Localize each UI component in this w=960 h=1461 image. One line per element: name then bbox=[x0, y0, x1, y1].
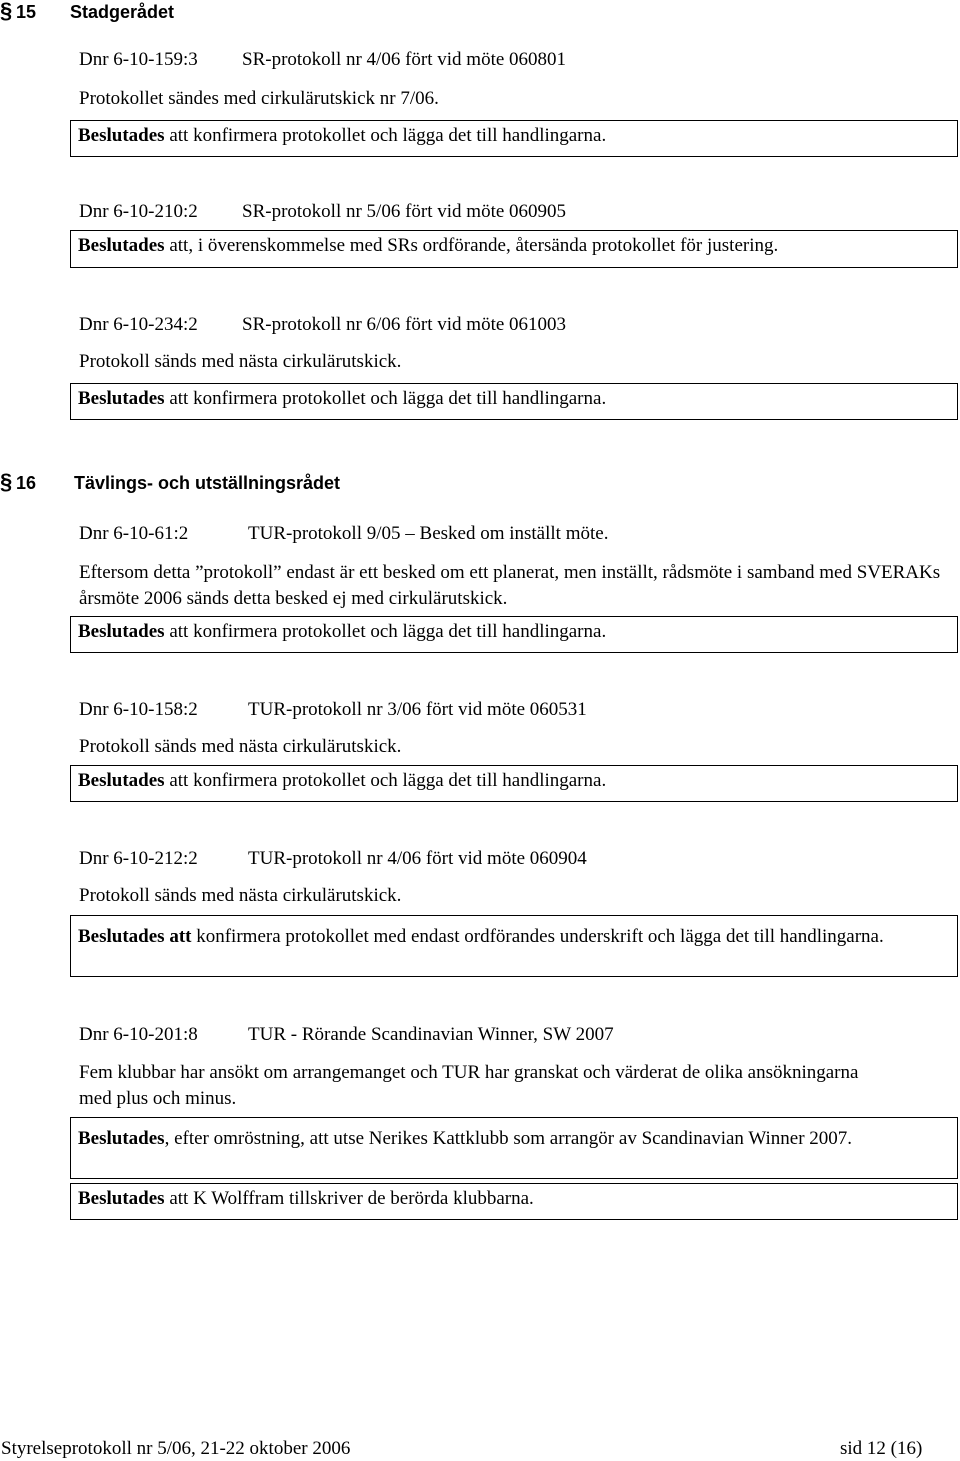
item-subject: TUR-protokoll nr 3/06 fört vid möte 060531 bbox=[248, 699, 587, 720]
decision-text: att konfirmera protokollet och lägga det till handlingarna. bbox=[164, 388, 607, 409]
section-title: Stadgerådet bbox=[70, 2, 175, 22]
decision-box bbox=[70, 616, 958, 653]
decision-lead: Beslutades bbox=[78, 770, 165, 791]
decision-lead: Beslutades bbox=[78, 1188, 165, 1209]
decision-lead: Beslutades bbox=[78, 1128, 165, 1149]
decision-box bbox=[70, 120, 958, 157]
section-number: 15 bbox=[16, 2, 37, 22]
item-note: Protokoll sänds med nästa cirkulärutskick. bbox=[79, 885, 402, 906]
decision-text: att konfirmera protokollet och lägga det till handlingarna. bbox=[164, 770, 607, 791]
section-number: 16 bbox=[16, 473, 37, 493]
item-subject: TUR-protokoll nr 4/06 fört vid möte 060904 bbox=[248, 848, 587, 869]
decision-text: att, i överenskommelse med SRs ordförande, återsända protokollet för justering. bbox=[164, 235, 779, 256]
item-subject: TUR - Rörande Scandinavian Winner, SW 2007 bbox=[248, 1024, 614, 1045]
decision-box bbox=[70, 230, 958, 268]
item-dnr: Dnr 6-10-201:8 bbox=[79, 1024, 198, 1045]
item-dnr: Dnr 6-10-210:2 bbox=[79, 201, 198, 222]
decision-lead: Beslutades bbox=[78, 621, 165, 642]
decision-text: att konfirmera protokollet och lägga det till handlingarna. bbox=[164, 125, 607, 146]
item-note: Fem klubbar har ansökt om arrangemanget och TUR har granskat och värderat de olika ansökningarna med plus och minus. bbox=[79, 1062, 859, 1109]
item-note: Protokoll sänds med nästa cirkulärutskick. bbox=[79, 351, 402, 372]
page-number: sid 12 (16) bbox=[840, 1438, 923, 1459]
section-title: Tävlings- och utställningsrådet bbox=[74, 473, 341, 493]
item-subject: SR-protokoll nr 4/06 fört vid möte 060801 bbox=[242, 49, 567, 70]
decision-box bbox=[70, 915, 958, 977]
item-subject: TUR-protokoll 9/05 – Besked om inställt möte. bbox=[248, 523, 609, 544]
decision-text: , efter omröstning, att utse Nerikes Kattklubb som arrangör av Scandinavian Winner 2007. bbox=[164, 1128, 853, 1149]
decision-lead: Beslutades bbox=[78, 235, 165, 256]
decision-lead: Beslutades att bbox=[78, 926, 192, 947]
decision-text: att konfirmera protokollet och lägga det till handlingarna. bbox=[164, 621, 607, 642]
item-note: Eftersom detta ”protokoll” endast är ett besked om ett planerat, men inställt, rådsmöte i samband med SVERAKs årsmöte 2006 sänds detta besked ej med cirkulärutskick. bbox=[79, 562, 941, 609]
footer-left: Styrelseprotokoll nr 5/06, 21-22 oktober 2006 bbox=[1, 1438, 351, 1459]
section-sign: § bbox=[0, 469, 13, 494]
decision-box bbox=[70, 383, 958, 420]
decision-box bbox=[70, 1117, 958, 1179]
decision-box bbox=[70, 1183, 958, 1220]
item-dnr: Dnr 6-10-61:2 bbox=[79, 523, 189, 544]
item-note: Protokollet sändes med cirkulärutskick nr 7/06. bbox=[79, 88, 439, 109]
decision-lead: Beslutades bbox=[78, 125, 165, 146]
section-sign: § bbox=[0, 0, 13, 23]
decision-lead: Beslutades bbox=[78, 388, 165, 409]
item-dnr: Dnr 6-10-234:2 bbox=[79, 314, 198, 335]
item-subject: SR-protokoll nr 6/06 fört vid möte 061003 bbox=[242, 314, 567, 335]
item-dnr: Dnr 6-10-159:3 bbox=[79, 49, 198, 70]
item-dnr: Dnr 6-10-158:2 bbox=[79, 699, 198, 720]
item-note: Protokoll sänds med nästa cirkulärutskick. bbox=[79, 736, 402, 757]
item-dnr: Dnr 6-10-212:2 bbox=[79, 848, 198, 869]
decision-box bbox=[70, 765, 958, 802]
item-subject: SR-protokoll nr 5/06 fört vid möte 060905 bbox=[242, 201, 567, 222]
decision-text: att K Wolffram tillskriver de berörda klubbarna. bbox=[164, 1188, 534, 1209]
decision-text: konfirmera protokollet med endast ordförandes underskrift och lägga det till handlingarna. bbox=[191, 926, 884, 947]
